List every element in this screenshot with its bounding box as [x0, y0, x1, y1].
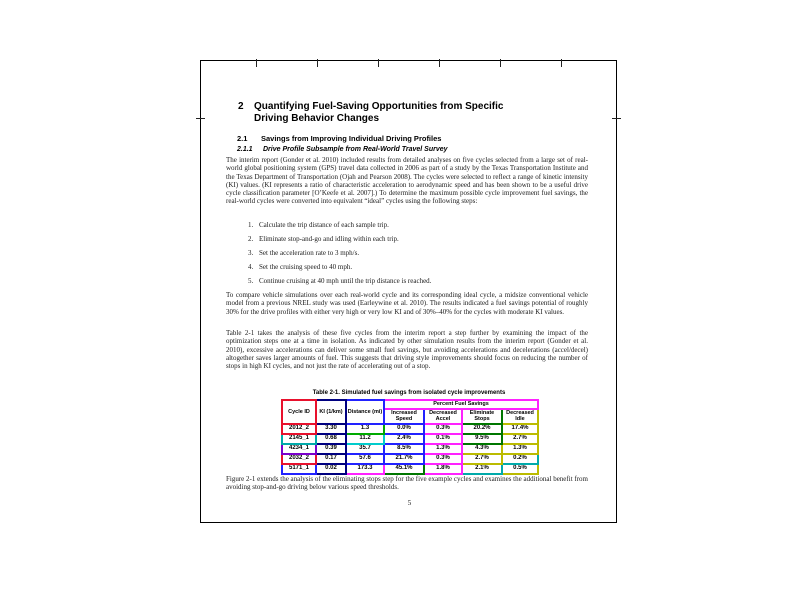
ruler-tick [612, 118, 621, 119]
list-item-number: 2. [248, 235, 254, 244]
section-number: 2 [238, 101, 244, 112]
list-item-text: Continue cruising at 40 mph until the trip distance is reached. [259, 277, 432, 286]
ruler-tick [561, 59, 562, 67]
table-row [282, 434, 538, 444]
table-cell: 1.3 [346, 424, 384, 434]
table-cell: 8.5% [384, 444, 424, 454]
table-cell: 2012_2 [282, 424, 316, 434]
fuel-savings-table [281, 399, 539, 475]
table-cell: 21.7% [384, 454, 424, 464]
table-cell: 57.6 [346, 454, 384, 464]
list-item-number: 3. [248, 249, 254, 258]
ruler-tick [439, 59, 440, 67]
table-caption: Table 2-1. Simulated fuel savings from isolated cycle improvements [312, 390, 506, 396]
table-cell: 0.17 [316, 454, 346, 464]
table-row [282, 444, 538, 454]
sub-header-decreased-idle: Decreased Idle [502, 409, 538, 424]
list-item-number: 4. [248, 263, 254, 272]
ruler-tick [196, 118, 205, 119]
table-cell: 20.2% [462, 424, 502, 434]
subsection-heading [237, 134, 441, 143]
list-item-text: Set the cruising speed to 40 mph. [259, 263, 353, 272]
document-page [200, 60, 617, 523]
list-item-number: 1. [248, 221, 254, 229]
col-header-ki: KI (1/km) [316, 400, 346, 424]
span-header-percent-fuel-savings: Percent Fuel Savings [384, 400, 538, 409]
table-cell: 2.1% [462, 464, 502, 474]
col-header-distance: Distance (mi) [346, 400, 384, 424]
table-cell: 0.39 [316, 444, 346, 454]
subsection-number: 2.1 [237, 134, 248, 143]
list-item [248, 277, 578, 285]
sub-header-decreased-accel: Decreased Accel [424, 409, 462, 424]
ruler-tick [256, 59, 257, 67]
section-title: Quantifying Fuel-Saving Opportunities from Specific Driving Behavior Changes [254, 101, 504, 124]
paragraph-3: Table 2-1 takes the analysis of these five cycles from the interim report a step further by examining the impact of the optimization steps one at a time in isolation. As indicated by other simulation results from the interim report (Gonder et al. 2010), excessive accelerations can deliver some small fuel savings, but avoiding accelerations and decelerations (accel/decel) altogether saves larger amounts of fuel. This suggests that driving style improvements should focus on reducing the number of stops in high KI cycles, and not just the rate of accelerating out of a stop. [226, 329, 588, 371]
table-cell: 3.30 [316, 424, 346, 434]
table-cell: 2.4% [384, 434, 424, 444]
table-cell: 45.1% [384, 464, 424, 474]
sub-header-increased-speed: Increased Speed [384, 409, 424, 424]
list-item [248, 263, 578, 271]
table-cell: 9.5% [462, 434, 502, 444]
table-cell: 173.3 [346, 464, 384, 474]
table-cell: 2032_2 [282, 454, 316, 464]
table-cell: 0.3% [424, 424, 462, 434]
steps-list [248, 221, 578, 291]
table-cell: 0.5% [502, 464, 538, 474]
subsection-title: Savings from Improving Individual Driving Profiles [261, 134, 442, 143]
table-cell: 5171_1 [282, 464, 316, 474]
table-cell: 0.02 [316, 464, 346, 474]
table-cell: 2145_1 [282, 434, 316, 444]
col-header-cycle-id: Cycle ID [282, 400, 316, 424]
section-heading [238, 101, 538, 125]
ruler-tick [317, 59, 318, 67]
table-cell: 17.4% [502, 424, 538, 434]
table-cell: 0.3% [424, 454, 462, 464]
table-cell: 0.1% [424, 434, 462, 444]
paragraph-4: Figure 2-1 extends the analysis of the eliminating stops step for the five example cycles and examines the additional benefit from avoiding stop-and-go driving below various speed thresholds. [226, 475, 588, 492]
table-cell: 1.3% [424, 444, 462, 454]
list-item-text: Eliminate stop-and-go and idling within each trip. [259, 235, 399, 244]
table-row [282, 424, 538, 434]
table-cell: 2.7% [502, 434, 538, 444]
table-cell: 4.3% [462, 444, 502, 454]
table-cell: 4234_1 [282, 444, 316, 454]
table-cell: 1.8% [424, 464, 462, 474]
table-cell: 1.3% [502, 444, 538, 454]
subsubsection-heading [237, 146, 448, 153]
table-row [282, 454, 538, 464]
ruler-tick [378, 59, 379, 67]
table-cell: 35.7 [346, 444, 384, 454]
paragraph-1: The interim report (Gonder et al. 2010) included results from detailed analyses on five cycles selected from a large set of real-world global positioning system (GPS) travel data collected in 2006 as part of a study by the Texas Transportation Institute and the Texas Department of Transportation (Ojah and Pearson 2008). The cycles were selected to reflect a range of kinetic intensity (KI) values. (KI represents a ratio of characteristic acceleration to aerodynamic speed and has been shown to be a useful drive cycle classification parameter [O’Keefe et al. 2007].) To determine the maximum possible cycle improvement fuel savings, the real-world cycles were converted into equivalent “ideal” cycles using the following steps: [226, 156, 588, 206]
list-item [248, 221, 578, 229]
subsubsection-number: 2.1.1 [237, 146, 253, 153]
list-item-text: Set the acceleration rate to 3 mph/s. [259, 249, 360, 258]
subsubsection-title: Drive Profile Subsample from Real-World Travel Survey [263, 146, 448, 153]
table-cell: 0.0% [384, 424, 424, 434]
list-item-text: Calculate the trip distance of each sample trip. [259, 221, 389, 229]
list-item-number: 5. [248, 277, 254, 286]
page-number: 5 [407, 499, 412, 507]
sub-header-eliminate-stops: Eliminate Stops [462, 409, 502, 424]
table-cell: 0.68 [316, 434, 346, 444]
paragraph-2: To compare vehicle simulations over each real-world cycle and its corresponding ideal cycle, a midsize conventional vehicle model from a previous NREL study was used (Earleywine et al. 2010). The results indicated a fuel savings potential of roughly 30% for the drive profiles with either very high or very low KI and of 30%–40% for the cycles with moderate KI values. [226, 291, 588, 316]
table-cell: 2.7% [462, 454, 502, 464]
table-cell: 0.2% [502, 454, 538, 464]
table-row [282, 464, 538, 474]
table-cell: 11.2 [346, 434, 384, 444]
list-item [248, 235, 578, 243]
list-item [248, 249, 578, 257]
ruler-tick [500, 59, 501, 67]
